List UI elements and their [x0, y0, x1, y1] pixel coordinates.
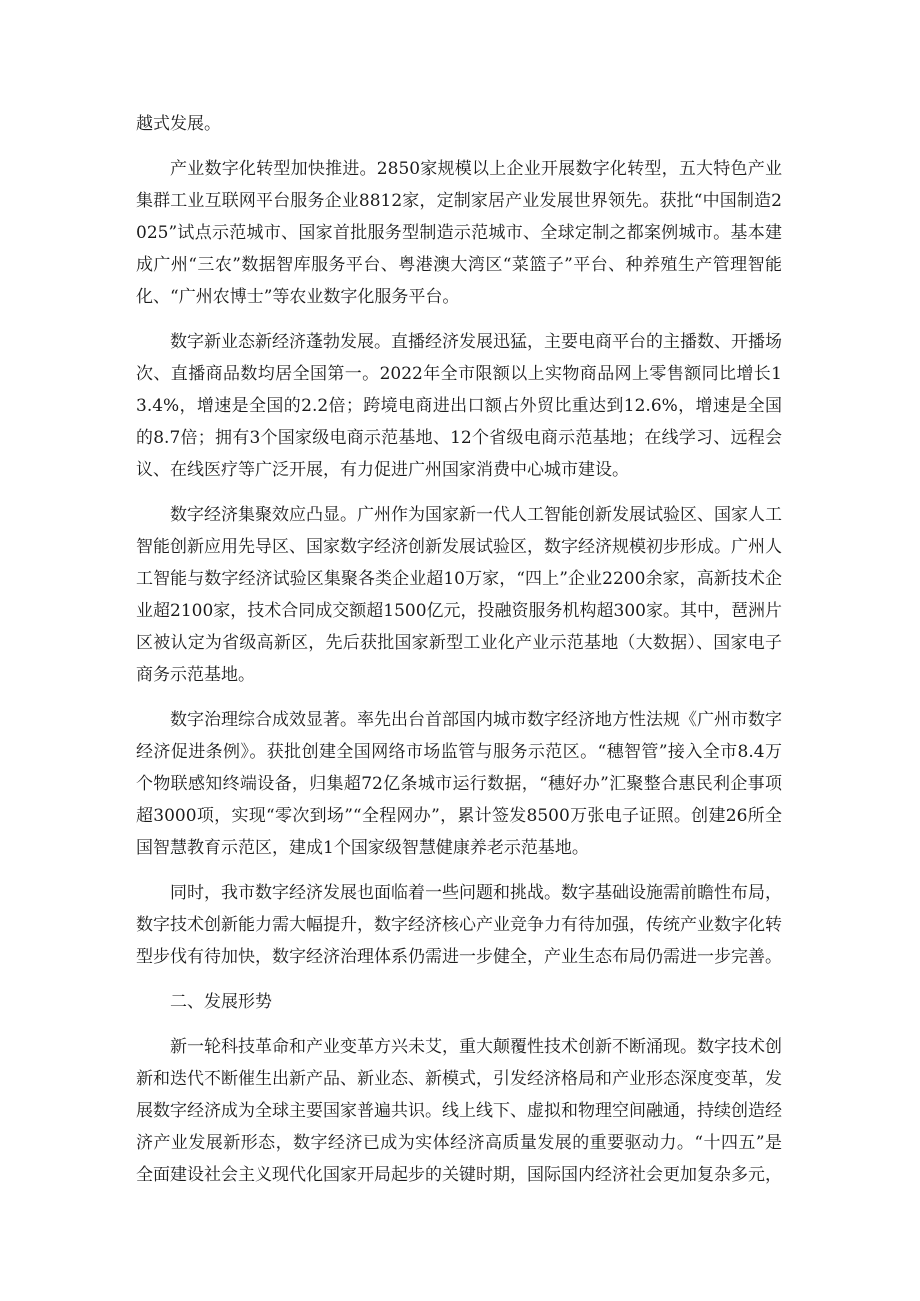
section-heading-development-situation: 二、发展形势 [170, 992, 272, 1012]
document-body [136, 108, 782, 1204]
paragraph-continuation: 越式发展。 [136, 114, 221, 134]
paragraph-digital-governance: 数字治理综合成效显著。率先出台首部国内城市数字经济地方性法规《广州市数字经济促进条例》。获批创建全国网络市场监管与服务示范区。“穗智管”接入全市8.4万个物联感知终端设备，归集超72亿条城市运行数据，“穗好办”汇聚整合惠民利企事项超3000项，实现“零次到场”“全程网办”，累计签发8500万张电子证照。创建26所全国智慧教育示范区，建成1个国家级智慧健康养老示范基地。 [136, 710, 782, 858]
paragraph-industry-digitalization: 产业数字化转型加快推进。2850家规模以上企业开展数字化转型，五大特色产业集群工业互联网平台服务企业8812家，定制家居产业发展世界领先。获批“中国制造2025”试点示范城市、国家首批服务型制造示范城市、全球定制之都案例城市。基本建成广州“三农”数据智库服务平台、粤港澳大湾区“菜篮子”平台、种养殖生产管理智能化、“广州农博士”等农业数字化服务平台。 [136, 159, 782, 307]
paragraph-agglomeration-effect: 数字经济集聚效应凸显。广州作为国家新一代人工智能创新发展试验区、国家人工智能创新应用先导区、国家数字经济创新发展试验区，数字经济规模初步形成。广州人工智能与数字经济试验区集聚各类企业超10万家，“四上”企业2200余家，高新技术企业超2100家，技术合同成交额超1500亿元，投融资服务机构超300家。其中，琶洲片区被认定为省级高新区，先后获批国家新型工业化产业示范基地（大数据）、国家电子商务示范基地。 [136, 505, 782, 685]
paragraph-new-business-forms: 数字新业态新经济蓬勃发展。直播经济发展迅猛，主要电商平台的主播数、开播场次、直播商品数均居全国第一。2022年全市限额以上实物商品网上零售额同比增长13.4%，增速是全国的2.2倍；跨境电商进出口额占外贸比重达到12.6%，增速是全国的8.7倍；拥有3个国家级电商示范基地、12个省级电商示范基地；在线学习、远程会议、在线医疗等广泛开展，有力促进广州国家消费中心城市建设。 [136, 332, 782, 480]
paragraph-challenges: 同时，我市数字经济发展也面临着一些问题和挑战。数字基础设施需前瞻性布局，数字技术创新能力需大幅提升，数字经济核心产业竞争力有待加强，传统产业数字化转型步伐有待加快，数字经济治理体系仍需进一步健全，产业生态布局仍需进一步完善。 [136, 883, 782, 967]
paragraph-technology-revolution: 新一轮科技革命和产业变革方兴未艾，重大颠覆性技术创新不断涌现。数字技术创新和迭代不断催生出新产品、新业态、新模式，引发经济格局和产业形态深度变革，发展数字经济成为全球主要国家普遍共识。线上线下、虚拟和物理空间融通，持续创造经济产业发展新形态，数字经济已成为实体经济高质量发展的重要驱动力。“十四五”是全面建设社会主义现代化国家开局起步的关键时期，国际国内经济社会更加复杂多元， [136, 1037, 782, 1185]
